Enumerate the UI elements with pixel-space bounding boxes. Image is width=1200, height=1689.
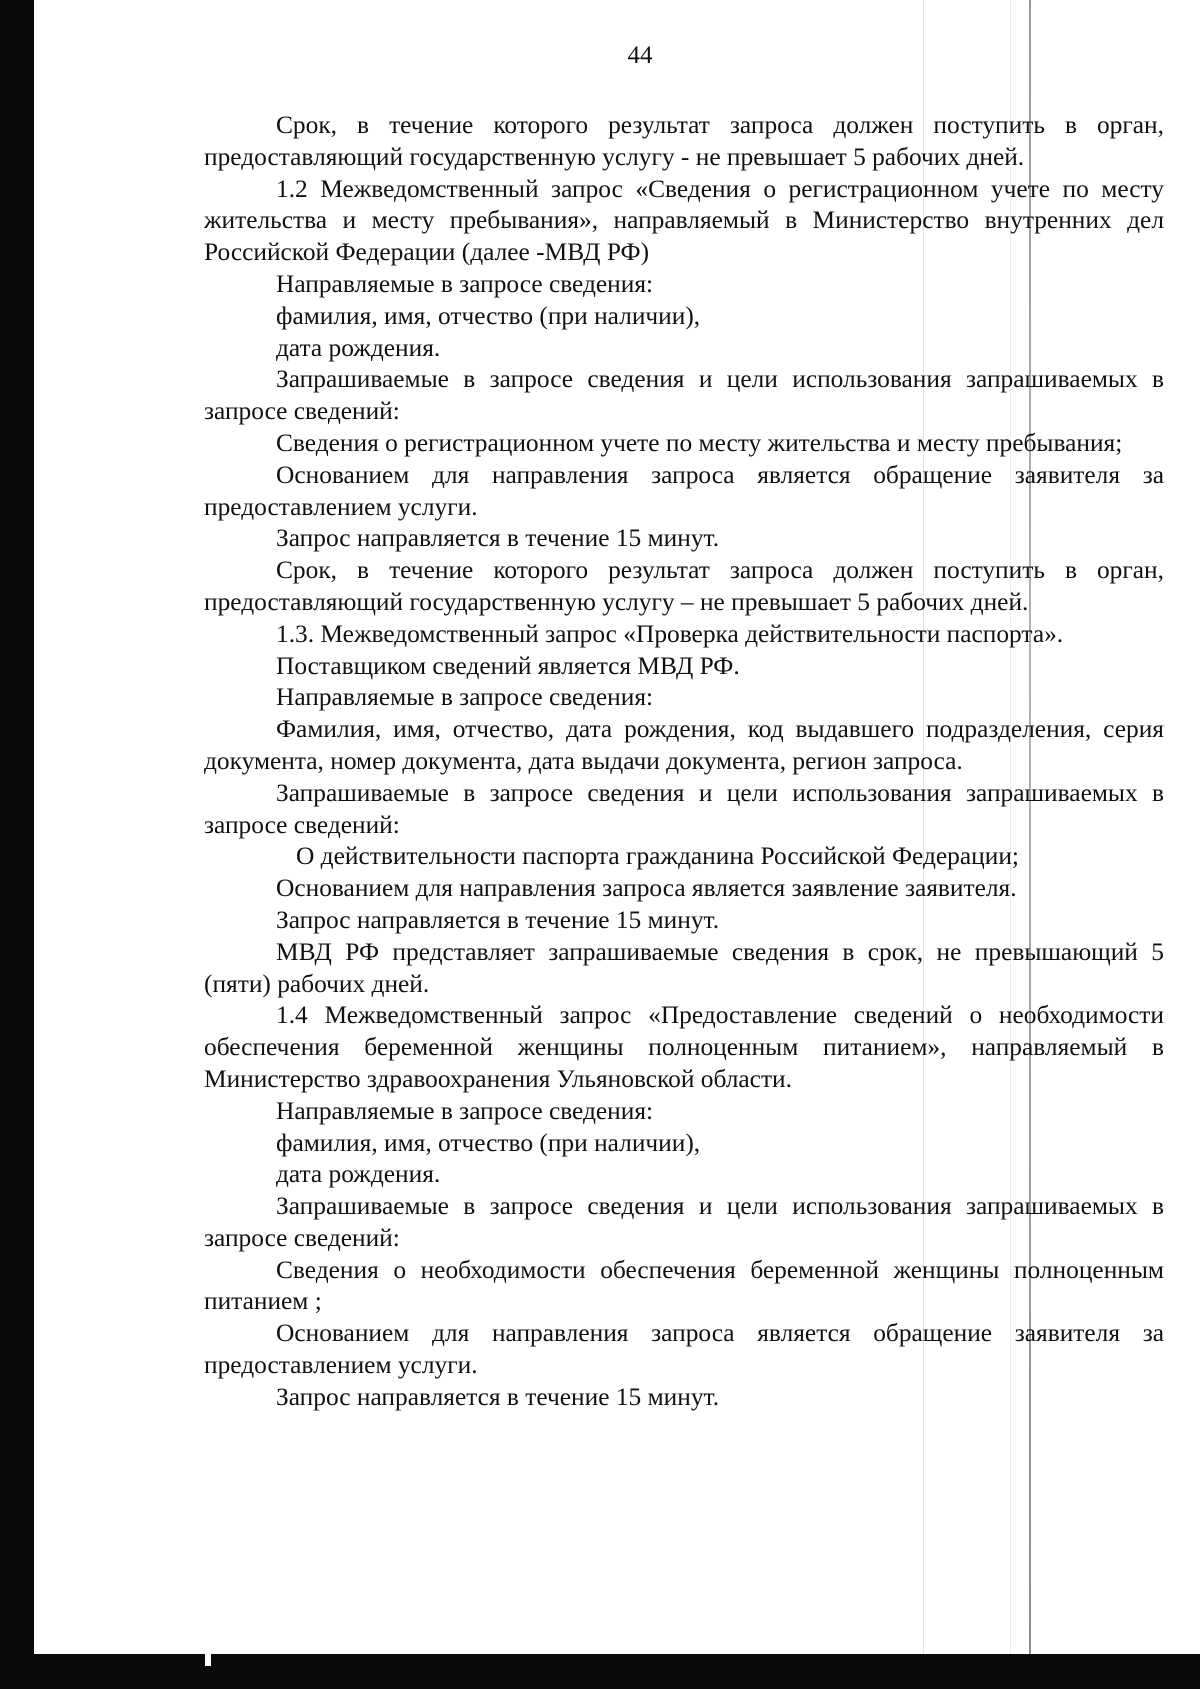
paragraph: Основанием для направления запроса является обращение заявителя за предоставлением услуги. <box>204 460 1164 521</box>
paragraph: Поставщиком сведений является МВД РФ. <box>276 651 740 680</box>
paragraph: Запрос направляется в течение 15 минут. <box>276 905 720 934</box>
paragraph: Запрашиваемые в запросе сведения и цели использования запрашиваемых в запросе сведений: <box>204 1192 1164 1252</box>
paragraph: Срок, в течение которого результат запроса должен поступить в орган, предоставляющий государственную услугу - не превышает 5 рабочих дней. <box>204 111 1164 171</box>
paragraph: Срок, в течение которого результат запроса должен поступить в орган, предоставляющий государственную услугу – не превышает 5 рабочих дней. <box>204 556 1164 616</box>
paragraph: Фамилия, имя, отчество, дата рождения, код выдавшего подразделения, серия документа, номер документа, дата выдачи документа, регион запроса. <box>204 715 1164 775</box>
paragraph: Направляемые в запросе сведения: <box>276 269 654 298</box>
paragraph: Запрашиваемые в запросе сведения и цели использования запрашиваемых в запросе сведений: <box>204 365 1164 426</box>
paragraph: дата рождения. <box>276 333 441 362</box>
paragraph: Основанием для направления запроса является обращение заявителя за предоставлением услуги. <box>204 1319 1164 1380</box>
paragraph: 1.4 Межведомственный запрос «Предоставление сведений о необходимости обеспечения беременной женщины полноценным питанием», направляемый в Министерство здравоохранения Ульяновской области. <box>204 1001 1164 1093</box>
paragraph: фамилия, имя, отчество (при наличии), <box>276 1128 701 1157</box>
paragraph: Запрос направляется в течение 15 минут. <box>276 524 720 553</box>
paragraph: МВД РФ представляет запрашиваемые сведения в срок, не превышающий 5 (пяти) рабочих дней. <box>204 937 1164 998</box>
scan-edge-notch <box>205 1654 211 1666</box>
paragraph: Направляемые в запросе сведения: <box>276 1096 654 1125</box>
page-number: 44 <box>627 42 653 69</box>
paragraph: Основанием для направления запроса является заявление заявителя. <box>276 874 1017 903</box>
paragraph: 1.2 Межведомственный запрос «Сведения о регистрационном учете по месту жительства и месту пребывания», направляемый в Министерство внутренних дел Российской Федерации (далее -МВД РФ) <box>204 174 1164 267</box>
paragraph: 1.3. Межведомственный запрос «Проверка действительности паспорта». <box>276 619 1064 648</box>
paragraph: О действительности паспорта гражданина Российской Федерации; <box>296 842 1019 871</box>
scan-edge-bottom <box>0 1654 1200 1689</box>
paragraph: Сведения о необходимости обеспечения беременной женщины полноценным питанием ; <box>204 1255 1164 1316</box>
paragraph: фамилия, имя, отчество (при наличии), <box>276 301 701 330</box>
document-body <box>204 110 1164 1414</box>
paragraph: Сведения о регистрационном учете по месту жительства и месту пребывания; <box>276 428 1123 457</box>
paragraph: дата рождения. <box>276 1160 441 1189</box>
scan-edge-left <box>0 0 34 1689</box>
paragraph: Запрашиваемые в запросе сведения и цели использования запрашиваемых в запросе сведений: <box>204 778 1164 839</box>
paragraph: Направляемые в запросе сведения: <box>276 683 654 712</box>
paragraph: Запрос направляется в течение 15 минут. <box>276 1382 720 1411</box>
